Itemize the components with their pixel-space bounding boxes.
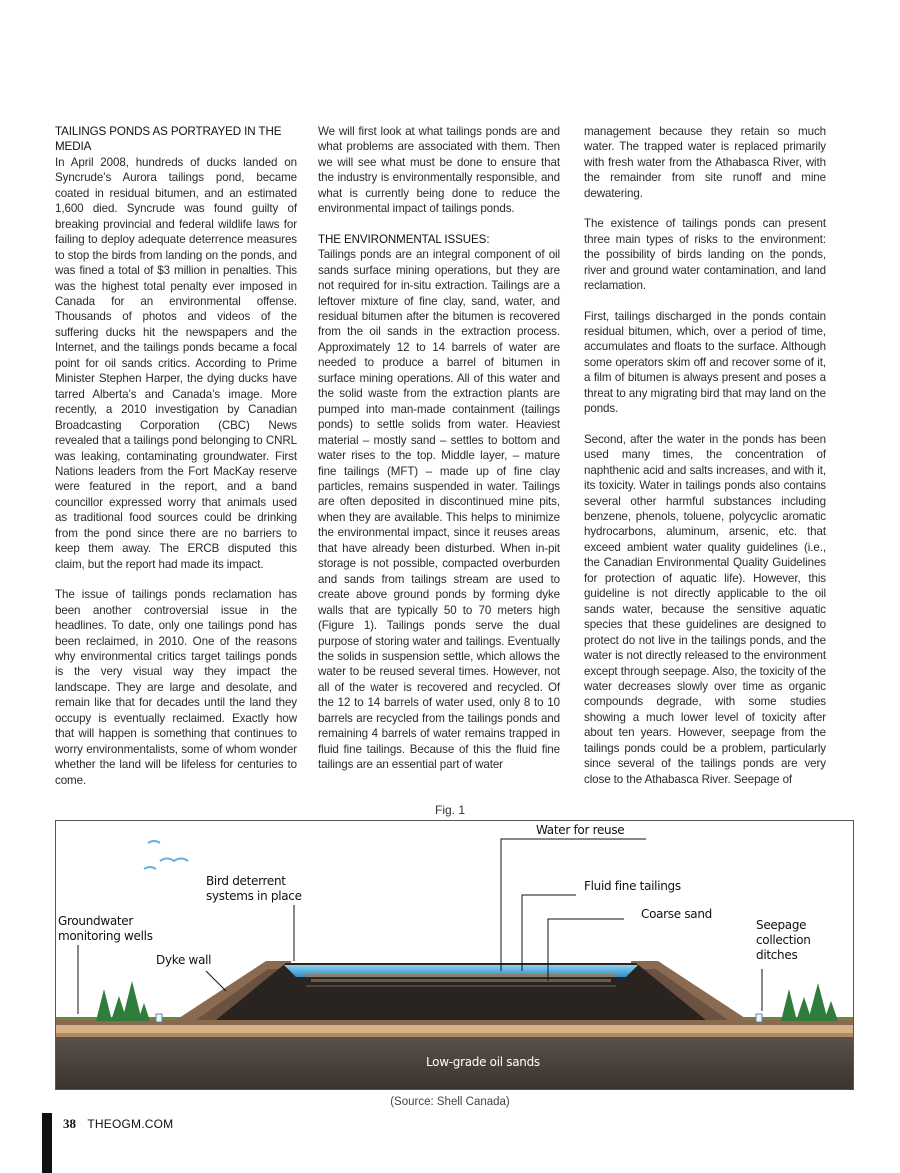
page-number: 38 [63, 1116, 76, 1131]
section-heading-environmental-issues: THE ENVIRONMENTAL ISSUES: [318, 232, 490, 246]
coarse-sand-band-2 [306, 985, 616, 987]
trees-left [96, 981, 150, 1021]
figure-source: (Source: Shell Canada) [390, 1096, 510, 1108]
well-left [156, 1014, 162, 1022]
site-link[interactable]: THEOGM.COM [87, 1117, 174, 1131]
paragraph: The existence of tailings ponds can present three main types of risks to the environment: the possibility of birds landing on the ponds, river and ground water contamination, and land reclamation. [584, 217, 826, 293]
footer-bar [42, 1113, 52, 1173]
label-fluid-fine-tailings: Fluid fine tailings [584, 879, 681, 893]
page-footer [63, 1116, 173, 1132]
paragraph: We will first look at what tailings ponds are and what problems are associated with them. Then we will see what must be done to ensure that the industry is environmentally responsible, and what is currently being done to reduce the environmental impact of tailings ponds. [318, 125, 560, 216]
fluid-tailings-sheen [306, 974, 616, 977]
tailings-pond-diagram [55, 820, 854, 1090]
paragraph: management because they retain so much water. The trapped water is replaced primarily with fresh water from the Athabasca River, with the remainder from site runoff and mine dewatering. [584, 125, 826, 200]
label-groundwater-wells: Groundwater monitoring wells [58, 914, 153, 943]
article-column-2 [318, 124, 560, 788]
paragraph: The issue of tailings ponds reclamation has been another controversial issue in the headlines. To date, only one tailings pond has been reclaimed, in 2010. One of the reasons why environmental critics target tailings ponds is the very visual way they impact the landscape. They are large and desolate, and remain like that for decades until the land they occupy is eventually reclaimed. Exactly how that will happen is something that continues to worry environmentalists, some of whom wonder whether the land will be lifeless for centuries to come. [55, 588, 297, 787]
sand-layer [56, 1025, 853, 1033]
article-column-3 [584, 124, 826, 802]
section-heading-media: TAILINGS PONDS AS PORTRAYED IN THE MEDIA [55, 125, 282, 154]
paragraph: In April 2008, hundreds of ducks landed on Syncrude’s Aurora tailings pond, became coated in residual bitumen, and an estimated 1,600 died. Syncrude was found guilty of breaking provincial and federal wildlife laws for failing to deploy adequate deterrence measures to stop the birds from landing on the ponds, and was fined a total of $3 million in penalties. This was the highest total penalty ever imposed in Canada for an environmental offense. Thousands of photos and videos of the suffering ducks hit the newspapers and the Internet, and the tailings ponds became a focal point for oil sands critics. According to Prime Minister Stephen Harper, the dying ducks have tarred Alberta’s and Canada’s image. More recently, a 2010 investigation by Canadian Broadcasting Corporation (CBC) News revealed that a tailings pond belonging to CNRL was leaking, contaminating groundwater. First Nations leaders from the Fort MacKay reserve were featured in the report, and a band councillor expressed worry that animals used as traditional food sources could be drinking from the pond since there are no barriers to keep them away. The ERCB disputed this claim, but the report had made its impact. [55, 155, 297, 571]
label-bird-deterrent: Bird deterrent systems in place [206, 874, 302, 903]
label-low-grade-oil-sands: Low-grade oil sands [426, 1055, 540, 1069]
paragraph: First, tailings discharged in the ponds contain residual bitumen, which, over a period of time, accumulates and floats to the surface. Although some operators skim off and recover some of it, a film of bitumen is always present and poses a threat to any migrating bird that may land on the ponds. [584, 309, 826, 416]
paragraph: Tailings ponds are an integral component of oil sands surface mining operations, but they are not required for in-situ extraction. Tailings are a leftover mixture of fine clay, sand, water, and residual bitumen after the bitumen is recovered from the oil sands in the extraction process. Approximately 12 to 14 barrels of water are needed to produce a barrel of bitumen in surface mining operations. All of this water and the solid waste from the extraction plants are pumped into man-made containment (tailings ponds) to settle solids from water. Heaviest material – mostly sand – settles to bottom and water rises to the top. Middle layer, – mature fine tailings (MFT) – made up of fine clay particles, remains suspended in water. Tailings are often deposited in discontinued mine pits, when they are available. This helps to minimize the environmental impact, since it reuses areas that have already been disturbed. When in-pit storage is not possible, compacted overburden and sands from tailings stream are used to create above ground ponds by forming dyke walls that are typically 50 to 70 meters high (Figure 1). Tailings ponds serve the dual purpose of storing water and tailings. Eventually the solids in suspension settle, which allows the water to be reused several times. However, not all of the water is recovered and recycled. Of the 12 to 14 barrels of water used, only 8 to 10 barrels are recycled from the tailings ponds and remaining 4 barrels of water remains trapped in fluid fine tailings. Because of this the fluid fine tailings are an essential part of water [318, 248, 560, 772]
coarse-sand-band [311, 979, 611, 982]
label-water-for-reuse: Water for reuse [536, 823, 625, 837]
label-dyke-wall: Dyke wall [156, 953, 212, 967]
trees-right [781, 983, 838, 1021]
birds-icon [144, 841, 188, 869]
label-seepage-ditches: Seepage collection ditches [756, 918, 811, 962]
well-right [756, 1014, 762, 1022]
article-column-1 [55, 124, 297, 803]
sand-layer-2 [56, 1033, 853, 1037]
label-coarse-sand: Coarse sand [641, 907, 712, 921]
figure-caption: Fig. 1 [434, 803, 465, 817]
paragraph: Second, after the water in the ponds has been used many times, the concentration of naphthenic acid and salts increases, and with it, its toxicity. Water in tailings ponds also contains several other harmful substances including benzene, phenols, toluene, polycyclic aromatic hydrocarbons, aluminum, arsenic, etc. that exceed ambient water quality guidelines (i.e., the Canadian Environmental Quality Guidelines for protection of aquatic life). However, this guideline is not directly applicable to the oil sands water, because the sensitive aquatic species that these guidelines are designed to protect do not live in the tailings ponds, and the water is not directly released to the environment except through seepage. Also, the toxicity of the water decreases slowly over time as organic compounds degrade, with some studies showing a much lower level of toxicity after about ten years. However, seepage from the tailings ponds could be a problem, particularly since several of the tailings ponds are very close to the Athabasca River. Seepage of [584, 432, 826, 786]
